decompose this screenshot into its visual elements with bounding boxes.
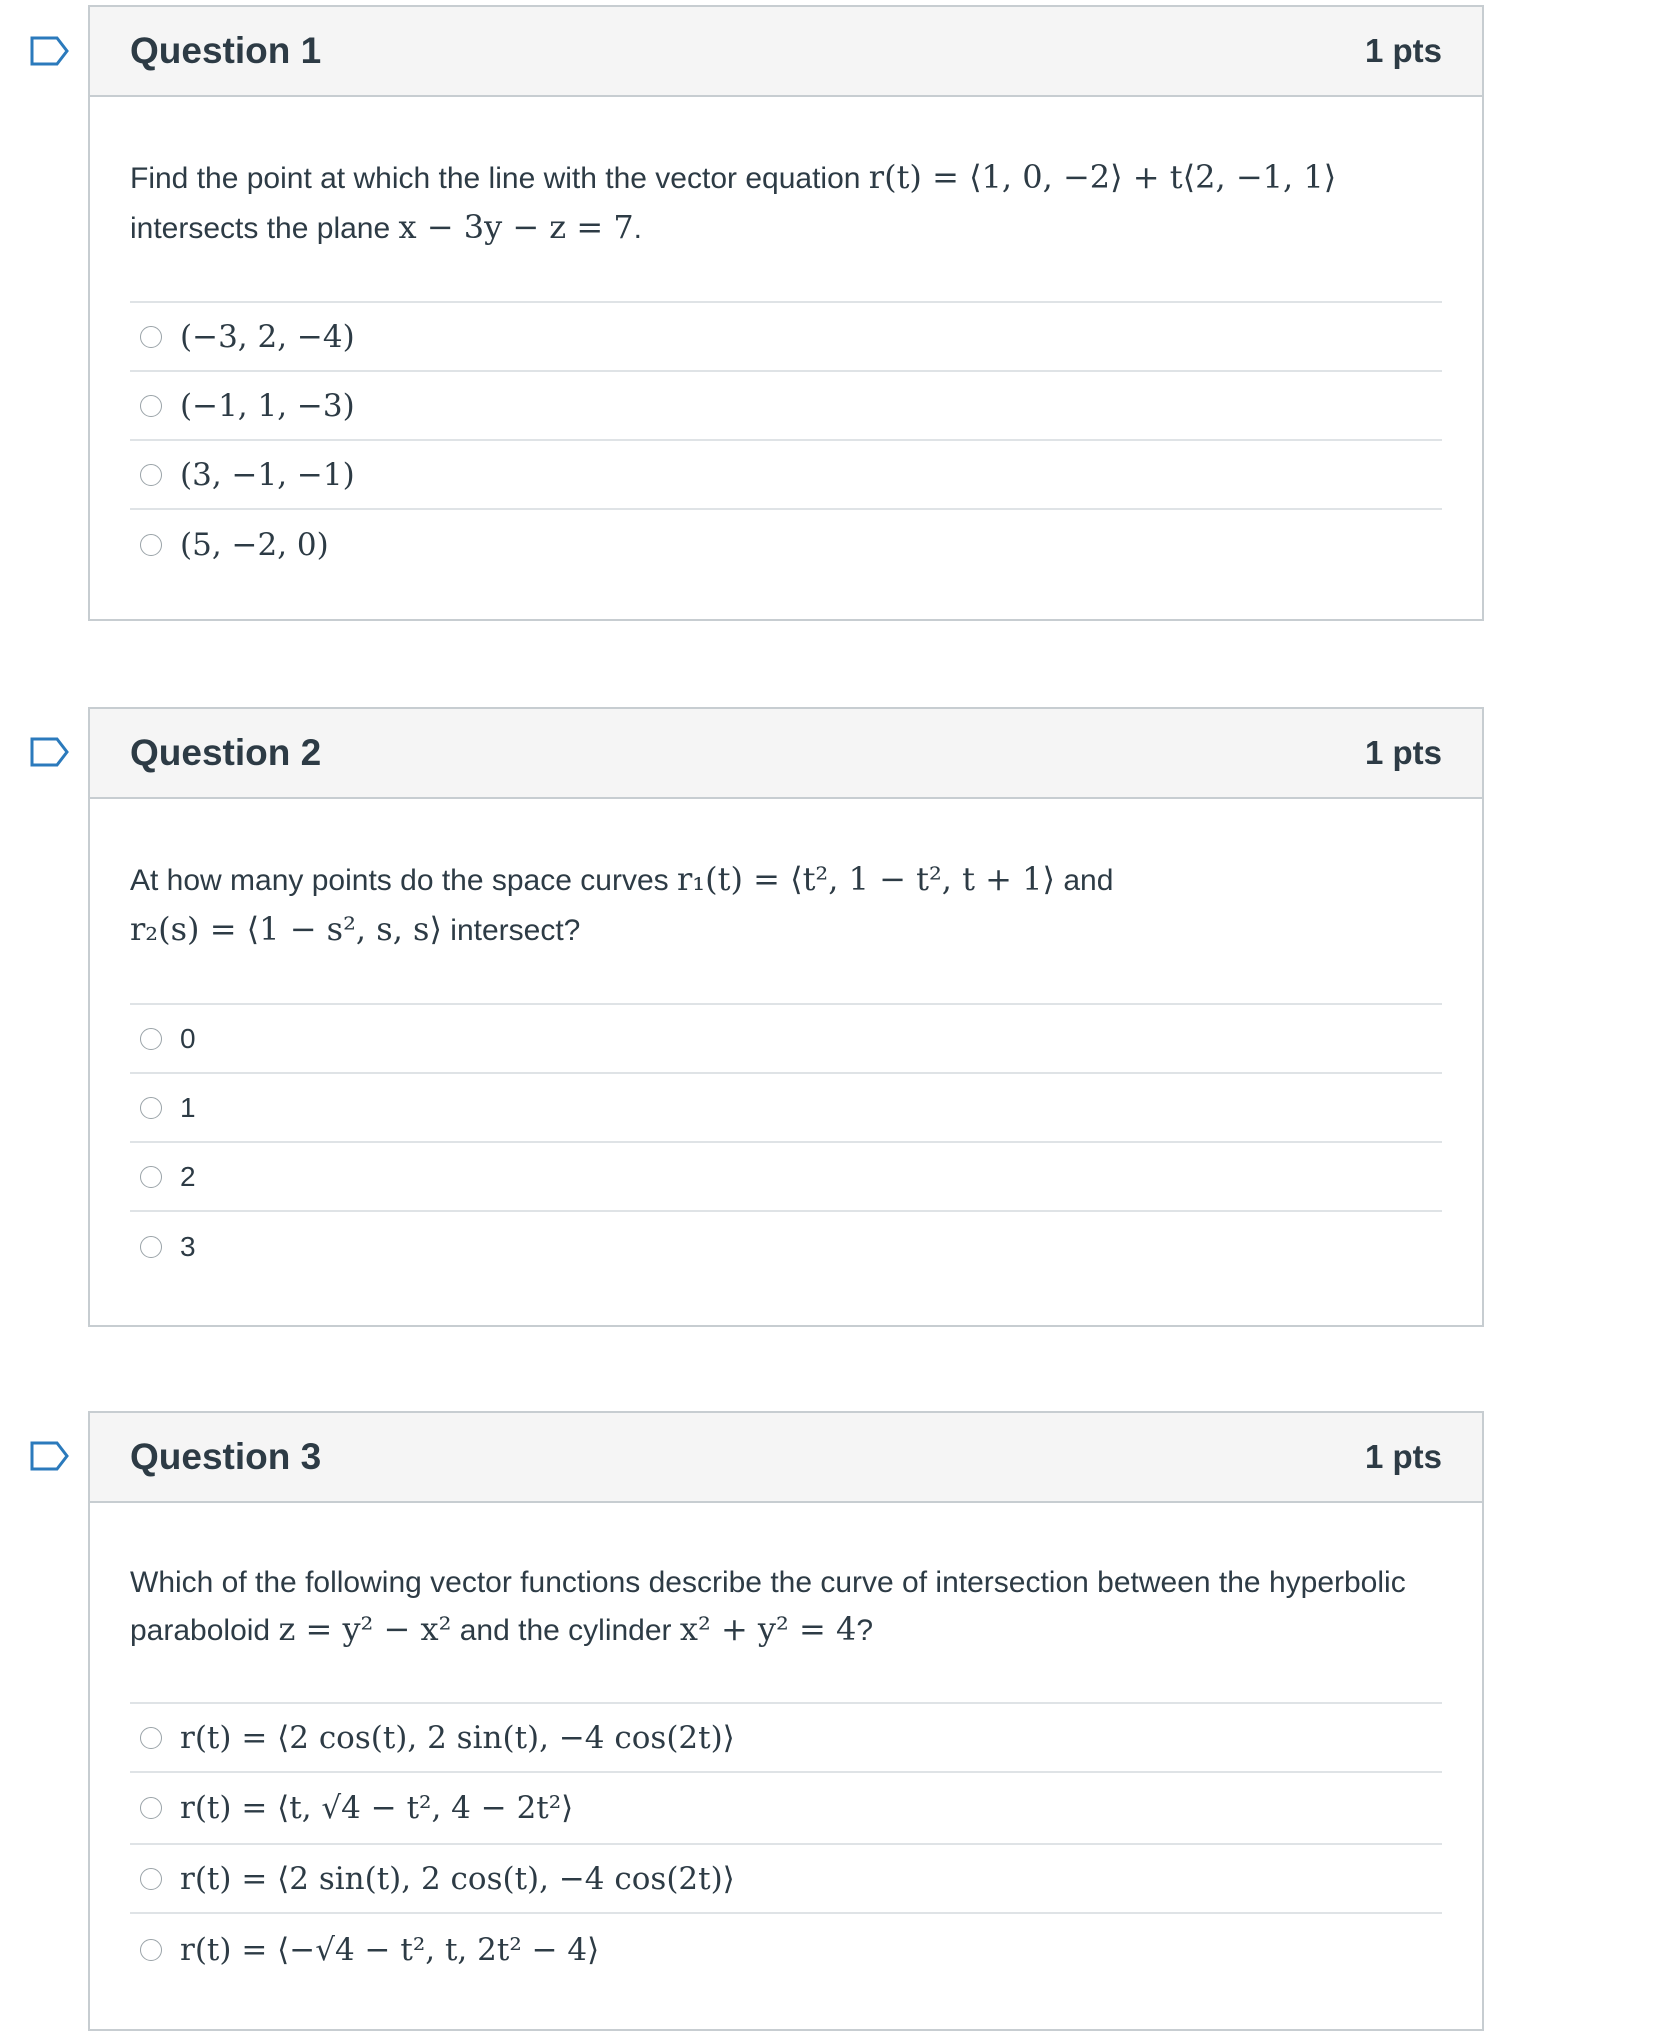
radio-button[interactable] (140, 1727, 162, 1749)
answer-option[interactable] (130, 1773, 1442, 1845)
radio-button[interactable] (140, 1939, 162, 1961)
flag-question-icon[interactable] (30, 1441, 70, 1471)
question-text-middle: and (1055, 864, 1114, 897)
radio-button[interactable] (140, 395, 162, 417)
answer-list (130, 1003, 1442, 1281)
radio-button[interactable] (140, 1868, 162, 1890)
flag-question-icon[interactable] (30, 737, 70, 767)
answer-option[interactable] (130, 510, 1442, 579)
answer-list (130, 301, 1442, 579)
answer-label: r(t) = ⟨t, √4 − t², 4 − 2t²⟩ (180, 1790, 574, 1826)
answer-option[interactable] (130, 1845, 1442, 1914)
radio-button[interactable] (140, 1166, 162, 1188)
radio-button[interactable] (140, 1797, 162, 1819)
question-text (130, 799, 1442, 1003)
question-3 (88, 1411, 1484, 2031)
answer-label: (−3, 2, −4) (180, 318, 355, 355)
question-header (90, 7, 1482, 97)
answer-label: r(t) = ⟨2 sin(t), 2 cos(t), −4 cos(2t)⟩ (180, 1860, 735, 1897)
question-title: Question 2 (130, 732, 322, 773)
question-points: 1 pts (1364, 1438, 1442, 1475)
answer-option[interactable] (130, 1704, 1442, 1773)
question-text-before: At how many points do the space curves (130, 864, 677, 897)
answer-option[interactable] (130, 1005, 1442, 1074)
question-1 (88, 5, 1484, 621)
answer-list (130, 1702, 1442, 1986)
question-points: 1 pts (1364, 32, 1442, 69)
question-text (130, 97, 1442, 301)
question-text-middle: and the cylinder (451, 1614, 680, 1647)
answer-label: 2 (180, 1160, 196, 1192)
question-body (90, 1503, 1482, 1986)
radio-button[interactable] (140, 464, 162, 486)
radio-button[interactable] (140, 1028, 162, 1050)
flag-question-icon[interactable] (30, 36, 70, 66)
answer-label: r(t) = ⟨2 cos(t), 2 sin(t), −4 cos(2t)⟩ (180, 1719, 735, 1756)
answer-label: (−1, 1, −3) (180, 387, 355, 424)
question-body (90, 97, 1482, 579)
question-math-2: r₂(s) = ⟨1 − s², s, s⟩ (130, 910, 442, 948)
question-title: Question 1 (130, 30, 322, 71)
question-title: Question 3 (130, 1436, 322, 1477)
question-header (90, 709, 1482, 799)
question-header (90, 1413, 1482, 1503)
question-text-before: Which of the following vector functions describe the curve of intersection between the hyperbolic paraboloid (130, 1566, 1406, 1647)
radio-button[interactable] (140, 1097, 162, 1119)
question-math-1: r₁(t) = ⟨t², 1 − t², t + 1⟩ (676, 860, 1055, 898)
answer-label: (5, −2, 0) (180, 526, 329, 563)
answer-label: 0 (180, 1022, 196, 1054)
question-math-2: x − 3y − z = 7 (398, 208, 634, 246)
answer-option[interactable] (130, 1074, 1442, 1143)
answer-label: 1 (180, 1091, 196, 1123)
radio-button[interactable] (140, 534, 162, 556)
question-text-middle: intersects the plane (130, 212, 399, 245)
answer-option[interactable] (130, 372, 1442, 441)
answer-label: r(t) = ⟨−√4 − t², t, 2t² − 4⟩ (180, 1932, 600, 1968)
question-text-before: Find the point at which the line with the vector equation (130, 162, 869, 195)
answer-option[interactable] (130, 441, 1442, 510)
question-text (130, 1503, 1442, 1702)
answer-label: 3 (180, 1230, 196, 1262)
answer-label: (3, −1, −1) (180, 456, 355, 493)
question-math-2: x² + y² = 4 (679, 1610, 857, 1648)
question-text-after: . (633, 212, 643, 245)
radio-button[interactable] (140, 326, 162, 348)
answer-option[interactable] (130, 1143, 1442, 1212)
question-math-1: z = y² − x² (278, 1610, 452, 1648)
question-body (90, 799, 1482, 1281)
answer-option[interactable] (130, 1212, 1442, 1281)
question-text-after: ? (856, 1614, 874, 1647)
question-math-1: r(t) = ⟨1, 0, −2⟩ + t⟨2, −1, 1⟩ (868, 158, 1337, 196)
question-2 (88, 707, 1484, 1327)
question-points: 1 pts (1364, 734, 1442, 771)
question-text-after: intersect? (441, 914, 581, 947)
answer-option[interactable] (130, 303, 1442, 372)
radio-button[interactable] (140, 1236, 162, 1258)
answer-option[interactable] (130, 1914, 1442, 1986)
